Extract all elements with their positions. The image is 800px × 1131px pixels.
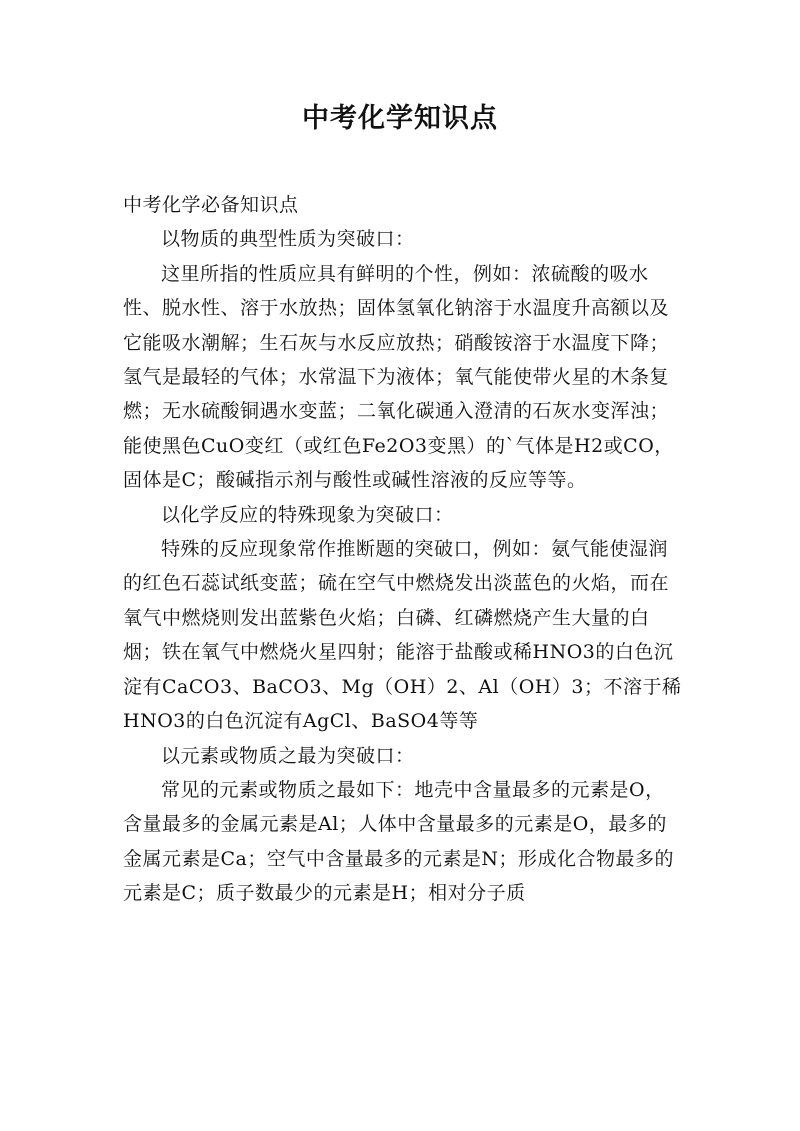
paragraph-reaction-phenomena: 特殊的反应现象常作推断题的突破口，例如：氨气能使湿润的红色石蕊试纸变蓝；硫在空气中燃烧发出淡蓝色的火焰，而在氧气中燃烧则发出蓝紫色火焰；白磷、红磷燃烧产生大量的白烟；铁在氧气中燃烧火星四射；能溶于盐酸或稀HNO3的白色沉淀有CaCO3、BaCO3、Mg（OH）2、Al（OH）3；不溶于稀HNO3的白色沉淀有AgCl、BaSO4等等 [123,538,682,733]
paragraph-properties: 这里所指的性质应具有鲜明的个性，例如：浓硫酸的吸水性、脱水性、溶于水放热；固体氢氧化钠溶于水温度升高额以及它能吸水潮解；生石灰与水反应放热；硝酸铵溶于水温度下降；氢气是最轻的气体；水常温下为液体；氧气能使带火星的木条复燃；无水硫酸铜遇水变蓝；二氧化碳通入澄清的石灰水变浑浊；能使黑色CuO变红（或红色Fe2O3变黑）的`气体是H2或CO，固体是C；酸碱指示剂与酸性或碱性溶液的反应等等。 [123,262,674,492]
section-heading: 中考化学必备知识点 [123,194,299,216]
paragraph-element-extremes: 常见的元素或物质之最如下：地壳中含量最多的元素是O，含量最多的金属元素是Al；人体中含量最多的元素是O，最多的金属元素是Ca；空气中含量最多的元素是N；形成化合物最多的元素是C；质子数最少的元素是H；相对分子质 [123,778,674,905]
subheading-property-breakthrough: 以物质的典型性质为突破口： [161,228,415,251]
subheading-reaction-phenomena: 以化学反应的特殊现象为突破口： [161,503,454,526]
document-body [123,188,683,911]
document-title: 中考化学知识点 [302,103,498,134]
subheading-element-extremes: 以元素或物质之最为突破口： [161,744,415,767]
